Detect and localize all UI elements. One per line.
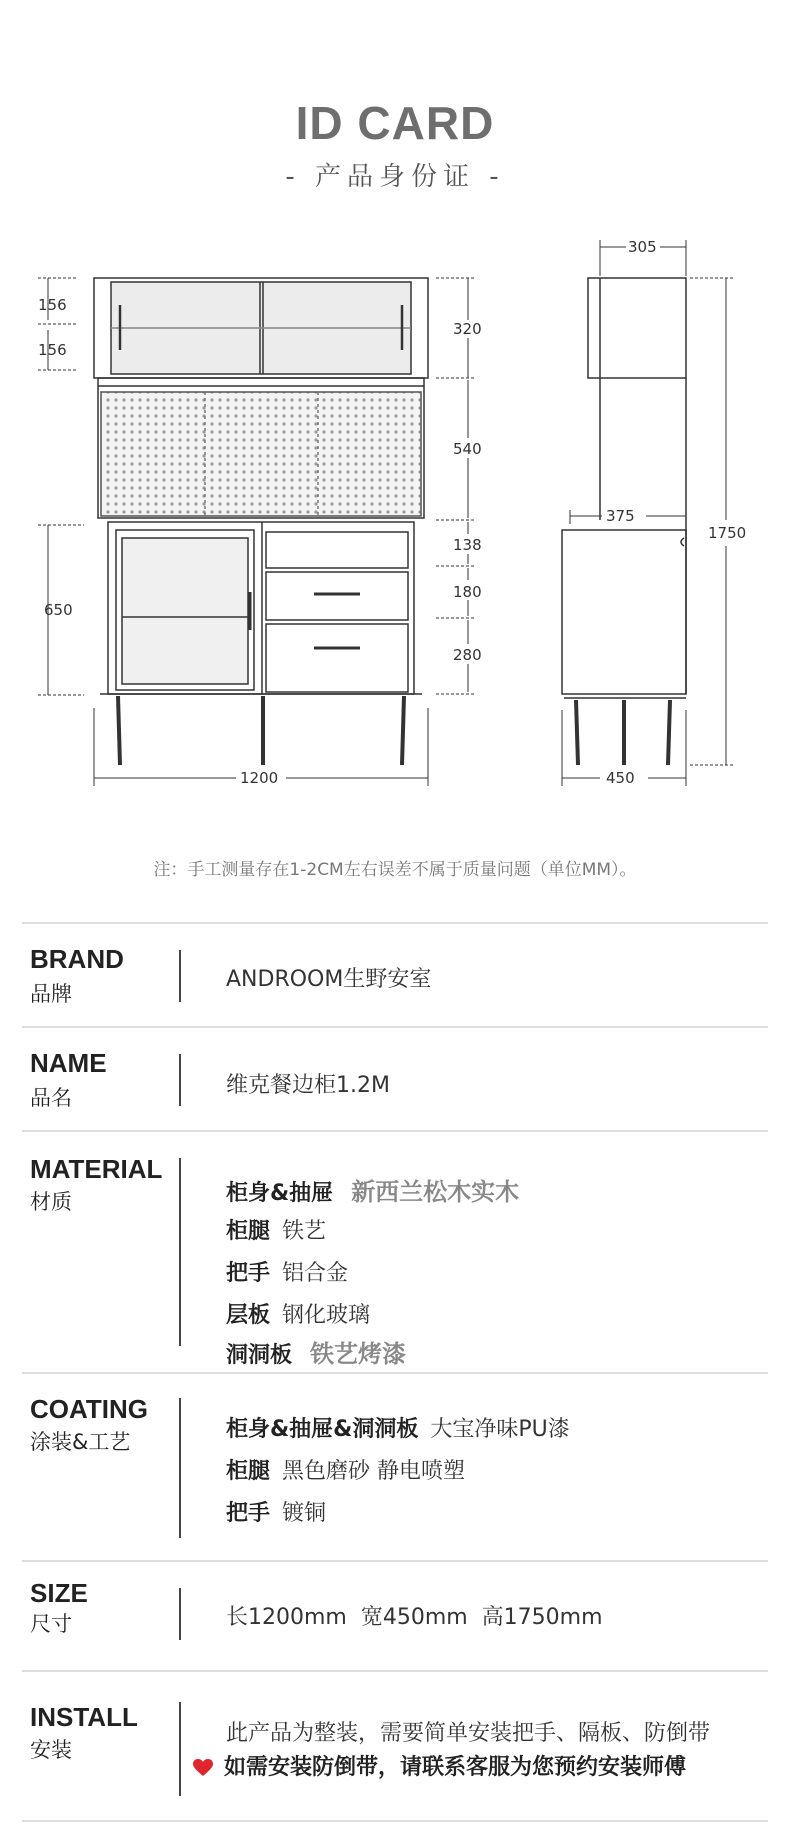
material-label-en: MATERIAL [30,1154,163,1184]
dim-650: 650 [44,601,73,619]
coating-label-cn: 涂装&工艺 [30,1430,131,1454]
coating-key: 柜腿 [226,1459,271,1484]
pegboard [101,392,421,516]
material-row [226,1334,406,1369]
dim-375: 375 [606,507,635,525]
brand-value: ANDROOM生野安室 [226,967,432,992]
front-view [94,278,428,765]
separator [179,950,181,1002]
divider [22,1372,768,1374]
dim-180: 180 [453,583,482,601]
material-row [226,1298,370,1329]
heart-icon [193,1759,213,1777]
material-key: 柜腿 [226,1219,271,1244]
brand-label-cn: 品牌 [30,982,72,1006]
material-row [226,1256,348,1287]
page-title: ID CARD [295,97,495,149]
side-base-cabinet [562,530,686,694]
coating-label-en: COATING [30,1394,148,1424]
divider [22,1130,768,1132]
separator [179,1398,181,1538]
coating-value: 黑色磨砂 静电喷塑 [282,1459,466,1484]
material-key: 洞洞板 [226,1343,293,1368]
coating-row [226,1412,570,1443]
material-value: 新西兰松木实木 [351,1178,520,1206]
coating-value: 镀铜 [282,1501,327,1526]
install-label-en: INSTALL [30,1702,138,1732]
separator [179,1054,181,1106]
divider [22,1670,768,1672]
measurement-note: 注：手工测量存在1-2CM左右误差不属于质量问题（单位MM）。 [153,860,637,880]
dim-138: 138 [453,536,482,554]
coating-key: 把手 [226,1501,271,1526]
side-top-cabinet [588,278,686,378]
material-value: 钢化玻璃 [282,1303,371,1328]
divider [22,922,768,924]
top-drawer [266,532,408,568]
dim-450: 450 [606,769,635,787]
size-label-cn: 尺寸 [30,1612,72,1636]
material-key: 把手 [226,1261,271,1286]
material-row [226,1172,519,1207]
page-subtitle: - 产品身份证 - [285,162,505,192]
size-label-en: SIZE [30,1578,88,1608]
dim-1750: 1750 [708,524,747,542]
dim-540: 540 [453,440,482,458]
bottom-drawer [266,624,408,692]
dim-1200: 1200 [240,769,279,787]
name-label-en: NAME [30,1048,107,1078]
dim-305: 305 [628,238,657,256]
material-value: 铝合金 [282,1261,349,1286]
separator [179,1588,181,1640]
separator [179,1158,181,1346]
divider [22,1820,768,1822]
divider [22,1026,768,1028]
dim-156-b: 156 [38,341,67,359]
install-line-2: 如需安装防倒带，请联系客服为您预约安装师傅 [224,1755,687,1780]
material-key: 柜身&抽屉 [226,1181,334,1206]
dim-156-a: 156 [38,296,67,314]
dim-280: 280 [453,646,482,664]
name-value: 维克餐边柜1.2M [226,1073,390,1098]
dimension-drawing [0,220,790,820]
name-label-cn: 品名 [30,1086,72,1110]
material-row [226,1214,326,1245]
size-value: 长1200mm 宽450mm 高1750mm [226,1605,603,1630]
coating-key: 柜身&抽屉&洞洞板 [226,1417,419,1442]
material-label-cn: 材质 [30,1190,72,1214]
material-value: 铁艺烤漆 [310,1340,407,1368]
install-line-1: 此产品为整装，需要简单安装把手、隔板、防倒带 [226,1721,711,1746]
material-key: 层板 [226,1303,271,1328]
coating-row [226,1454,465,1485]
install-label-cn: 安装 [30,1738,72,1762]
brand-label-en: BRAND [30,944,124,974]
dim-320: 320 [453,320,482,338]
divider [22,1560,768,1562]
coating-row [226,1496,326,1527]
material-value: 铁艺 [282,1219,327,1244]
separator [179,1702,181,1796]
middle-drawer [266,572,408,620]
coating-value: 大宝净味PU漆 [430,1417,570,1442]
